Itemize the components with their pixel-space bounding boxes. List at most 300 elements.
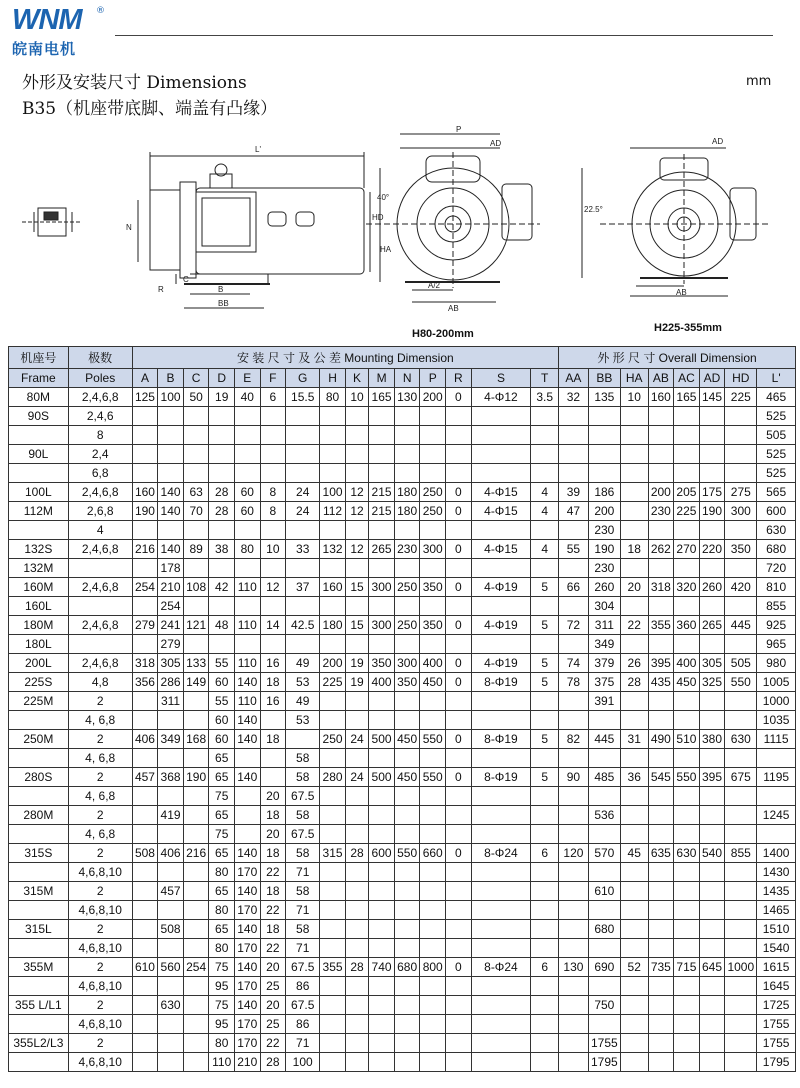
value-cell: 4-Φ15 bbox=[471, 483, 531, 502]
value-cell bbox=[674, 863, 700, 882]
value-cell bbox=[588, 711, 620, 730]
value-cell bbox=[699, 1015, 725, 1034]
value-cell: 110 bbox=[234, 578, 260, 597]
value-cell: 63 bbox=[183, 483, 209, 502]
value-cell bbox=[320, 920, 346, 939]
value-cell: 435 bbox=[648, 673, 674, 692]
poles-cell: 4,6,8,10 bbox=[68, 901, 132, 920]
value-cell bbox=[234, 787, 260, 806]
value-cell: 680 bbox=[588, 920, 620, 939]
value-cell bbox=[286, 445, 320, 464]
value-cell: 315 bbox=[320, 844, 346, 863]
value-cell: 95 bbox=[209, 1015, 235, 1034]
value-cell bbox=[183, 806, 209, 825]
value-cell: 170 bbox=[234, 901, 260, 920]
table-row bbox=[9, 464, 796, 483]
value-cell bbox=[699, 806, 725, 825]
value-cell bbox=[132, 464, 158, 483]
value-cell bbox=[183, 996, 209, 1015]
value-cell bbox=[446, 787, 472, 806]
value-cell bbox=[446, 559, 472, 578]
value-cell bbox=[183, 426, 209, 445]
value-cell: 190 bbox=[132, 502, 158, 521]
value-cell: 262 bbox=[648, 540, 674, 559]
value-cell bbox=[158, 521, 184, 540]
value-cell bbox=[369, 996, 395, 1015]
value-cell bbox=[620, 1053, 648, 1072]
value-cell: 60 bbox=[209, 711, 235, 730]
value-cell bbox=[132, 711, 158, 730]
value-cell bbox=[158, 1015, 184, 1034]
value-cell bbox=[725, 977, 757, 996]
col-header: G bbox=[286, 369, 320, 388]
value-cell bbox=[209, 464, 235, 483]
value-cell bbox=[620, 939, 648, 958]
value-cell: 550 bbox=[420, 730, 446, 749]
value-cell: 36 bbox=[620, 768, 648, 787]
value-cell bbox=[132, 1034, 158, 1053]
value-cell: 180 bbox=[394, 502, 420, 521]
value-cell bbox=[588, 426, 620, 445]
value-cell bbox=[699, 920, 725, 939]
value-cell bbox=[471, 407, 531, 426]
value-cell bbox=[725, 426, 757, 445]
value-cell: 200 bbox=[588, 502, 620, 521]
value-cell bbox=[183, 559, 209, 578]
value-cell bbox=[345, 597, 368, 616]
value-cell bbox=[588, 901, 620, 920]
value-cell bbox=[699, 977, 725, 996]
value-cell bbox=[620, 464, 648, 483]
value-cell: 4-Φ19 bbox=[471, 616, 531, 635]
value-cell: 0 bbox=[446, 958, 472, 977]
value-cell bbox=[369, 521, 395, 540]
value-cell bbox=[132, 977, 158, 996]
value-cell: 1755 bbox=[757, 1034, 796, 1053]
value-cell bbox=[648, 1053, 674, 1072]
value-cell bbox=[394, 597, 420, 616]
value-cell bbox=[588, 407, 620, 426]
value-cell bbox=[369, 1015, 395, 1034]
value-cell: 215 bbox=[369, 483, 395, 502]
value-cell: 419 bbox=[158, 806, 184, 825]
value-cell: 24 bbox=[286, 483, 320, 502]
value-cell: 560 bbox=[158, 958, 184, 977]
value-cell bbox=[286, 521, 320, 540]
poles-cell: 4, 6,8 bbox=[68, 825, 132, 844]
value-cell: 120 bbox=[559, 844, 589, 863]
value-cell bbox=[394, 939, 420, 958]
value-cell bbox=[394, 977, 420, 996]
value-cell bbox=[420, 825, 446, 844]
value-cell: 16 bbox=[260, 654, 286, 673]
value-cell: 855 bbox=[725, 844, 757, 863]
value-cell bbox=[699, 559, 725, 578]
value-cell bbox=[394, 635, 420, 654]
value-cell: 0 bbox=[446, 730, 472, 749]
poles-cell: 2 bbox=[68, 692, 132, 711]
col-header: B bbox=[158, 369, 184, 388]
value-cell bbox=[394, 407, 420, 426]
value-cell: 304 bbox=[588, 597, 620, 616]
value-cell: 279 bbox=[132, 616, 158, 635]
value-cell: 1000 bbox=[757, 692, 796, 711]
value-cell bbox=[420, 521, 446, 540]
value-cell bbox=[420, 901, 446, 920]
label-a-half: A/2 bbox=[428, 281, 441, 290]
value-cell bbox=[699, 996, 725, 1015]
value-cell: 170 bbox=[234, 1015, 260, 1034]
value-cell bbox=[559, 1053, 589, 1072]
table-row bbox=[9, 977, 796, 996]
value-cell: 368 bbox=[158, 768, 184, 787]
table-header-row-1 bbox=[9, 347, 796, 369]
value-cell bbox=[559, 597, 589, 616]
frame-cell bbox=[9, 1053, 69, 1072]
value-cell: 55 bbox=[209, 692, 235, 711]
value-cell: 24 bbox=[345, 730, 368, 749]
value-cell bbox=[531, 787, 559, 806]
poles-cell: 2,4,6,8 bbox=[68, 654, 132, 673]
table-row bbox=[9, 711, 796, 730]
value-cell: 190 bbox=[699, 502, 725, 521]
poles-cell: 2,6,8 bbox=[68, 502, 132, 521]
value-cell bbox=[420, 635, 446, 654]
value-cell: 320 bbox=[674, 578, 700, 597]
value-cell bbox=[158, 464, 184, 483]
overall-dimension-header: 外 形 尺 寸 Overall Dimension bbox=[559, 347, 796, 369]
value-cell bbox=[674, 920, 700, 939]
value-cell bbox=[132, 920, 158, 939]
value-cell bbox=[394, 901, 420, 920]
value-cell: 210 bbox=[158, 578, 184, 597]
value-cell: 391 bbox=[588, 692, 620, 711]
value-cell: 28 bbox=[209, 483, 235, 502]
value-cell bbox=[471, 806, 531, 825]
value-cell bbox=[674, 692, 700, 711]
value-cell: 215 bbox=[369, 502, 395, 521]
value-cell: 570 bbox=[588, 844, 620, 863]
value-cell: 349 bbox=[158, 730, 184, 749]
value-cell: 121 bbox=[183, 616, 209, 635]
value-cell bbox=[345, 787, 368, 806]
value-cell bbox=[699, 882, 725, 901]
value-cell: 8-Φ24 bbox=[471, 844, 531, 863]
value-cell: 20 bbox=[260, 958, 286, 977]
value-cell: 450 bbox=[420, 673, 446, 692]
value-cell: 125 bbox=[132, 388, 158, 407]
value-cell: 0 bbox=[446, 502, 472, 521]
value-cell: 250 bbox=[420, 502, 446, 521]
value-cell: 230 bbox=[394, 540, 420, 559]
value-cell bbox=[369, 635, 395, 654]
value-cell: 0 bbox=[446, 483, 472, 502]
value-cell: 1755 bbox=[588, 1034, 620, 1053]
value-cell bbox=[446, 901, 472, 920]
value-cell bbox=[369, 825, 395, 844]
value-cell bbox=[471, 521, 531, 540]
poles-cell: 4 bbox=[68, 521, 132, 540]
value-cell bbox=[345, 977, 368, 996]
value-cell bbox=[725, 996, 757, 1015]
value-cell: 525 bbox=[757, 464, 796, 483]
value-cell bbox=[446, 1034, 472, 1053]
value-cell bbox=[320, 464, 346, 483]
value-cell bbox=[132, 901, 158, 920]
value-cell: 305 bbox=[158, 654, 184, 673]
value-cell: 379 bbox=[588, 654, 620, 673]
value-cell bbox=[531, 939, 559, 958]
value-cell bbox=[260, 464, 286, 483]
value-cell bbox=[725, 635, 757, 654]
value-cell: 0 bbox=[446, 388, 472, 407]
value-cell bbox=[345, 996, 368, 1015]
value-cell: 0 bbox=[446, 540, 472, 559]
table-row bbox=[9, 996, 796, 1015]
value-cell bbox=[345, 939, 368, 958]
value-cell bbox=[531, 825, 559, 844]
value-cell bbox=[648, 464, 674, 483]
frame-header-cn: 机座号 bbox=[9, 347, 69, 369]
value-cell bbox=[699, 635, 725, 654]
value-cell: 49 bbox=[286, 654, 320, 673]
value-cell: 740 bbox=[369, 958, 395, 977]
page-header bbox=[0, 0, 800, 62]
value-cell bbox=[158, 711, 184, 730]
value-cell bbox=[674, 445, 700, 464]
value-cell: 465 bbox=[757, 388, 796, 407]
value-cell: 645 bbox=[699, 958, 725, 977]
value-cell bbox=[471, 635, 531, 654]
value-cell: 300 bbox=[369, 578, 395, 597]
value-cell bbox=[260, 749, 286, 768]
value-cell: 5 bbox=[531, 578, 559, 597]
value-cell: 37 bbox=[286, 578, 320, 597]
value-cell: 550 bbox=[674, 768, 700, 787]
value-cell: 55 bbox=[559, 540, 589, 559]
value-cell bbox=[648, 597, 674, 616]
value-cell bbox=[648, 787, 674, 806]
value-cell bbox=[320, 521, 346, 540]
table-row bbox=[9, 635, 796, 654]
unit-label: mm bbox=[746, 74, 772, 89]
value-cell: 190 bbox=[588, 540, 620, 559]
value-cell: 241 bbox=[158, 616, 184, 635]
value-cell bbox=[471, 692, 531, 711]
value-cell bbox=[725, 1015, 757, 1034]
value-cell: 200 bbox=[648, 483, 674, 502]
poles-cell: 2,4,6,8 bbox=[68, 388, 132, 407]
value-cell: 15.5 bbox=[286, 388, 320, 407]
dimension-drawings bbox=[0, 112, 800, 346]
value-cell bbox=[369, 407, 395, 426]
poles-cell: 4,6,8,10 bbox=[68, 1015, 132, 1034]
value-cell bbox=[446, 806, 472, 825]
frame-cell: 355 L/L1 bbox=[9, 996, 69, 1015]
value-cell bbox=[648, 825, 674, 844]
value-cell bbox=[420, 464, 446, 483]
value-cell bbox=[183, 977, 209, 996]
value-cell bbox=[345, 806, 368, 825]
value-cell bbox=[420, 996, 446, 1015]
poles-cell: 2 bbox=[68, 806, 132, 825]
value-cell bbox=[531, 863, 559, 882]
value-cell: 508 bbox=[158, 920, 184, 939]
label-ad-large: AD bbox=[712, 137, 724, 146]
frame-cell: 160M bbox=[9, 578, 69, 597]
value-cell bbox=[369, 806, 395, 825]
value-cell bbox=[648, 863, 674, 882]
poles-cell: 2,4,6,8 bbox=[68, 540, 132, 559]
value-cell bbox=[320, 901, 346, 920]
label-l-prime: L' bbox=[255, 145, 261, 154]
value-cell bbox=[648, 1034, 674, 1053]
value-cell: 140 bbox=[234, 920, 260, 939]
poles-cell: 4,6,8,10 bbox=[68, 939, 132, 958]
value-cell: 1795 bbox=[757, 1053, 796, 1072]
value-cell: 90 bbox=[559, 768, 589, 787]
value-cell: 610 bbox=[588, 882, 620, 901]
value-cell bbox=[420, 711, 446, 730]
value-cell: 50 bbox=[183, 388, 209, 407]
value-cell bbox=[648, 635, 674, 654]
value-cell bbox=[158, 1034, 184, 1053]
value-cell bbox=[394, 920, 420, 939]
value-cell bbox=[320, 1034, 346, 1053]
value-cell: 130 bbox=[394, 388, 420, 407]
value-cell bbox=[531, 407, 559, 426]
value-cell bbox=[158, 407, 184, 426]
table-body bbox=[9, 388, 796, 1072]
value-cell bbox=[345, 711, 368, 730]
value-cell: 750 bbox=[588, 996, 620, 1015]
frame-cell bbox=[9, 977, 69, 996]
value-cell: 254 bbox=[158, 597, 184, 616]
value-cell bbox=[648, 901, 674, 920]
value-cell: 250 bbox=[320, 730, 346, 749]
value-cell: 450 bbox=[394, 768, 420, 787]
value-cell: 8-Φ19 bbox=[471, 730, 531, 749]
value-cell bbox=[183, 825, 209, 844]
value-cell: 110 bbox=[234, 616, 260, 635]
value-cell: 140 bbox=[234, 996, 260, 1015]
table-row bbox=[9, 692, 796, 711]
value-cell bbox=[183, 521, 209, 540]
value-cell: 1510 bbox=[757, 920, 796, 939]
value-cell: 45 bbox=[620, 844, 648, 863]
value-cell: 610 bbox=[132, 958, 158, 977]
value-cell bbox=[471, 559, 531, 578]
value-cell bbox=[620, 407, 648, 426]
poles-cell: 2,4 bbox=[68, 445, 132, 464]
value-cell: 140 bbox=[158, 502, 184, 521]
value-cell: 1795 bbox=[588, 1053, 620, 1072]
value-cell: 186 bbox=[588, 483, 620, 502]
value-cell bbox=[420, 977, 446, 996]
value-cell: 31 bbox=[620, 730, 648, 749]
value-cell bbox=[132, 597, 158, 616]
value-cell bbox=[588, 825, 620, 844]
value-cell: 60 bbox=[209, 673, 235, 692]
value-cell: 20 bbox=[260, 825, 286, 844]
value-cell bbox=[620, 825, 648, 844]
label-ab: AB bbox=[448, 304, 459, 313]
value-cell: 286 bbox=[158, 673, 184, 692]
value-cell bbox=[158, 1053, 184, 1072]
value-cell bbox=[725, 597, 757, 616]
value-cell: 508 bbox=[132, 844, 158, 863]
value-cell: 225 bbox=[674, 502, 700, 521]
value-cell bbox=[369, 559, 395, 578]
value-cell: 525 bbox=[757, 445, 796, 464]
value-cell bbox=[183, 882, 209, 901]
poles-cell: 2 bbox=[68, 958, 132, 977]
value-cell: 630 bbox=[158, 996, 184, 1015]
value-cell bbox=[674, 711, 700, 730]
value-cell bbox=[394, 559, 420, 578]
value-cell: 180 bbox=[394, 483, 420, 502]
label-b: B bbox=[218, 285, 224, 294]
value-cell: 58 bbox=[286, 920, 320, 939]
value-cell bbox=[446, 445, 472, 464]
col-header: K bbox=[345, 369, 368, 388]
value-cell bbox=[446, 407, 472, 426]
value-cell bbox=[369, 787, 395, 806]
value-cell: 18 bbox=[260, 844, 286, 863]
table-row bbox=[9, 445, 796, 464]
value-cell: 311 bbox=[158, 692, 184, 711]
value-cell bbox=[234, 825, 260, 844]
value-cell bbox=[286, 730, 320, 749]
table-row bbox=[9, 426, 796, 445]
value-cell: 400 bbox=[369, 673, 395, 692]
value-cell bbox=[446, 692, 472, 711]
value-cell bbox=[446, 863, 472, 882]
col-header: AA bbox=[559, 369, 589, 388]
value-cell: 24 bbox=[286, 502, 320, 521]
value-cell bbox=[345, 521, 368, 540]
value-cell bbox=[369, 464, 395, 483]
value-cell bbox=[420, 939, 446, 958]
value-cell bbox=[369, 901, 395, 920]
value-cell bbox=[725, 787, 757, 806]
value-cell bbox=[158, 901, 184, 920]
value-cell bbox=[725, 692, 757, 711]
value-cell: 349 bbox=[588, 635, 620, 654]
label-p: P bbox=[456, 125, 462, 134]
value-cell: 3.5 bbox=[531, 388, 559, 407]
value-cell bbox=[588, 787, 620, 806]
col-header: L' bbox=[757, 369, 796, 388]
value-cell bbox=[345, 559, 368, 578]
value-cell bbox=[132, 787, 158, 806]
table-row bbox=[9, 1034, 796, 1053]
value-cell bbox=[648, 882, 674, 901]
value-cell bbox=[725, 939, 757, 958]
value-cell bbox=[648, 407, 674, 426]
value-cell: 19 bbox=[345, 654, 368, 673]
value-cell: 400 bbox=[420, 654, 446, 673]
value-cell bbox=[531, 445, 559, 464]
value-cell: 110 bbox=[234, 654, 260, 673]
value-cell bbox=[559, 1034, 589, 1053]
value-cell: 265 bbox=[369, 540, 395, 559]
value-cell bbox=[674, 521, 700, 540]
col-header: C bbox=[183, 369, 209, 388]
table-row bbox=[9, 920, 796, 939]
value-cell bbox=[674, 806, 700, 825]
value-cell: 350 bbox=[394, 673, 420, 692]
